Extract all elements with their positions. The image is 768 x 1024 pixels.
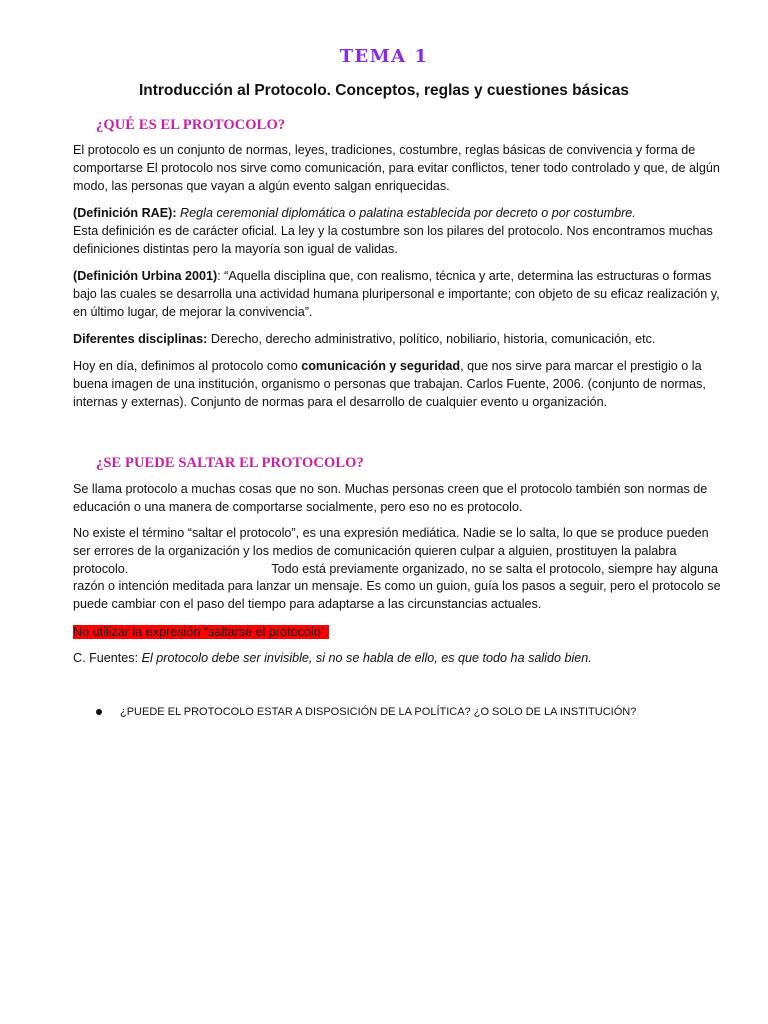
paragraph-highlight: [73, 624, 728, 642]
paragraph-hoy: [73, 358, 728, 411]
paragraph-disciplinas: [73, 331, 728, 349]
hoy-bold: comunicación y seguridad: [301, 359, 461, 373]
quote-text: El protocolo debe ser invisible, si no se habla de ello, es que todo ha salido bien.: [141, 651, 592, 665]
no-existe-text-b: Todo está previamente organizado, no se salta el protocolo, siempre hay alguna razón o intención meditada para lanzar un mensaje. Es como un guion, guía los pasos a seguir, pero el protocolo se puede cambiar con el paso del tiempo para adaptarse a las circunstancias actuales.: [73, 561, 721, 612]
paragraph-no-existe: [73, 525, 728, 614]
highlighted-warning: No utilizar la expresión “saltarse el protocolo”.: [73, 625, 329, 639]
hoy-text-b: , que nos sirve para marcar el prestigio o la buena imagen de una institución, organismo o personas que trabajan. Carlos Fuente, 2006. (conjunto de normas, internas y externas). Conjunto de normas para el desarrollo de cualquier evento u organización.: [73, 359, 706, 409]
disciplinas-text: Derecho, derecho administrativo, político, nobiliario, historia, comunicación, etc.: [207, 332, 656, 346]
paragraph-intro: [73, 142, 728, 195]
paragraph-urbina: [73, 268, 728, 321]
paragraph-llama: [73, 481, 728, 517]
rae-explanation: Esta definición es de carácter oficial. La ley y la costumbre son los pilares del protocolo. Nos encontramos muchas definiciones distintas pero la mayoría son igual de validas.: [73, 223, 713, 256]
section-heading-que-es: ¿QUÉ ES EL PROTOCOLO?: [96, 117, 286, 133]
bullet-text: ¿PUEDE EL PROTOCOLO ESTAR A DISPOSICIÓN DE LA POLÍTICA? ¿O SOLO DE LA INSTITUCIÓN?: [120, 706, 637, 718]
paragraph-rae: [73, 205, 728, 258]
quote-label: C. Fuentes:: [73, 651, 142, 665]
paragraph-quote: [73, 650, 728, 668]
hoy-text-a: Hoy en día, definimos al protocolo como: [73, 359, 302, 373]
bullet-dot-icon: [96, 709, 102, 715]
rae-definition: Regla ceremonial diplomática o palatina establecida por decreto o por costumbre.: [180, 206, 636, 220]
document-title: TEMA 1: [339, 46, 429, 67]
no-existe-text-a: No existe el término “saltar el protocolo”, es una expresión mediática. Nadie se lo salta, lo que se produce pueden ser errores de la organización y los medios de comunicación quieren culpar a alguien, prostituyen la palabra protocolo.: [73, 526, 709, 576]
urbina-definition: : “Aquella disciplina que, con realismo, técnica y arte, determina las estructuras o formas bajo las cuales se desarrolla una actividad humana pluripersonal e importante; con objeto de su eficaz realización y, en último lugar, de mejorar la convivencia”.: [73, 269, 720, 319]
bullet-item: [96, 706, 636, 718]
urbina-label: (Definición Urbina 2001): [73, 269, 218, 283]
paragraph-text: Se llama protocolo a muchas cosas que no son. Muchas personas creen que el protocolo también son normas de educación o una manera de comportarse socialmente, pero eso no es protocolo.: [73, 482, 708, 514]
disciplinas-label: Diferentes disciplinas:: [73, 332, 208, 346]
section-heading-saltar: ¿SE PUEDE SALTAR EL PROTOCOLO?: [96, 455, 364, 471]
paragraph-text: El protocolo es un conjunto de normas, leyes, tradiciones, costumbre, reglas básicas de convivencia y forma de comportarse El protocolo nos sirve como comunicación, para evitar conflictos, tener todo controlado y que, de algún modo, las personas que vayan a algún evento salgan enriquecidas.: [73, 143, 720, 193]
rae-label: (Definición RAE):: [73, 206, 177, 220]
document-subtitle: Introducción al Protocolo. Conceptos, reglas y cuestiones básicas: [138, 82, 630, 99]
